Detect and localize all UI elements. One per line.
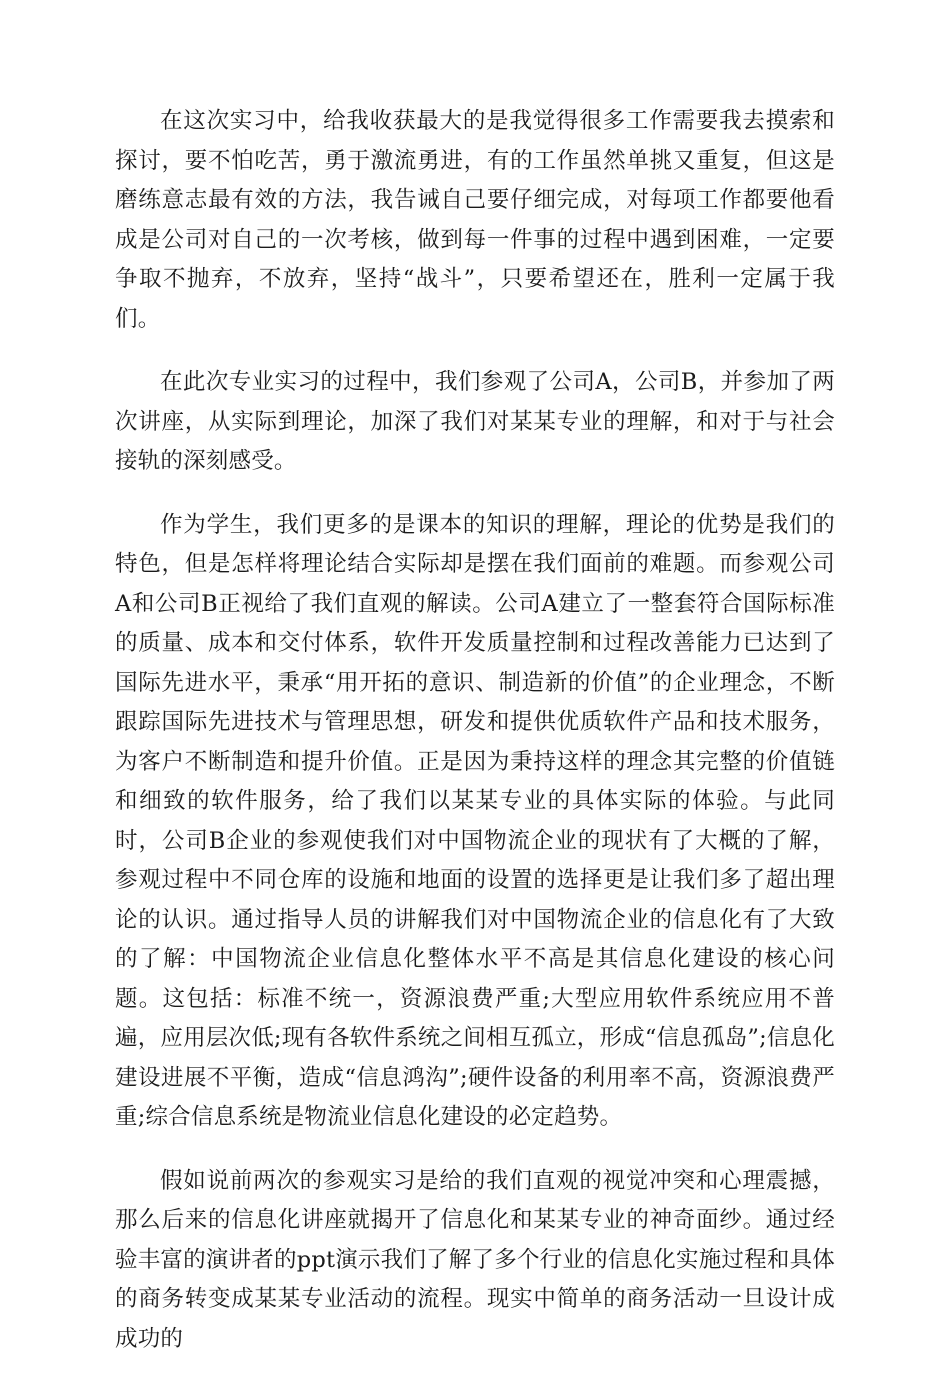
paragraph-company-visits: 在此次专业实习的过程中，我们参观了公司A，公司B，并参加了两次讲座，从实际到理论，加深了我们对某某专业的理解，和对于与社会接轨的深刻感受。 (115, 369, 835, 474)
paragraph-student-perspective: 作为学生，我们更多的是课本的知识的理解，理论的优势是我们的特色，但是怎样将理论结合实际却是摆在我们面前的难题。而参观公司A和公司B正视给了我们直观的解读。公司A建立了一整套符合国际标准的质量、成本和交付体系，软件开发质量控制和过程改善能力已达到了国际先进水平，秉承“用开拓的意识、制造新的价值”的企业理念，不断跟踪国际先进技术与管理思想，研发和提供优质软件产品和技术服务，为客户不断制造和提升价值。正是因为秉持这样的理念其完整的价值链和细致的软件服务，给了我们以某某专业的具体实际的体验。与此同时，公司B企业的参观使我们对中国物流企业的现状有了大概的了解，参观过程中不同仓库的设施和地面的设置的选择更是让我们多了超出理论的认识。通过指导人员的讲解我们对中国物流企业的信息化有了大致的了解：中国物流企业信息化整体水平不高是其信息化建设的核心问题。这包括：标准不统一，资源浪费严重;大型应用软件系统应用不普遍，应用层次低;现有各软件系统之间相互孤立，形成“信息孤岛”;信息化建设进展不平衡，造成“信息鸿沟”;硬件设备的利用率不高，资源浪费严重;综合信息系统是物流业信息化建设的必定趋势。 (115, 511, 835, 1130)
paragraph-internship-gains: 在这次实习中，给我收获最大的是我觉得很多工作需要我去摸索和探讨，要不怕吃苦，勇于激流勇进，有的工作虽然单挑又重复，但这是磨练意志最有效的方法，我告诫自己要仔细完成，对每项工作都要他看成是公司对自己的一次考核，做到每一件事的过程中遇到困难，一定要争取不抛弃，不放弃，坚持“战斗”，只要希望还在，胜利一定属于我们。 (115, 108, 835, 332)
paragraph-informatization-lecture: 假如说前两次的参观实习是给的我们直观的视觉冲突和心理震撼，那么后来的信息化讲座就揭开了信息化和某某专业的神奇面纱。通过经验丰富的演讲者的ppt演示我们了解了多个行业的信息化实施过程和具体的商务转变成某某专业活动的流程。现实中简单的商务活动一旦设计成成功的 (115, 1167, 835, 1352)
document-page (115, 102, 835, 1383)
